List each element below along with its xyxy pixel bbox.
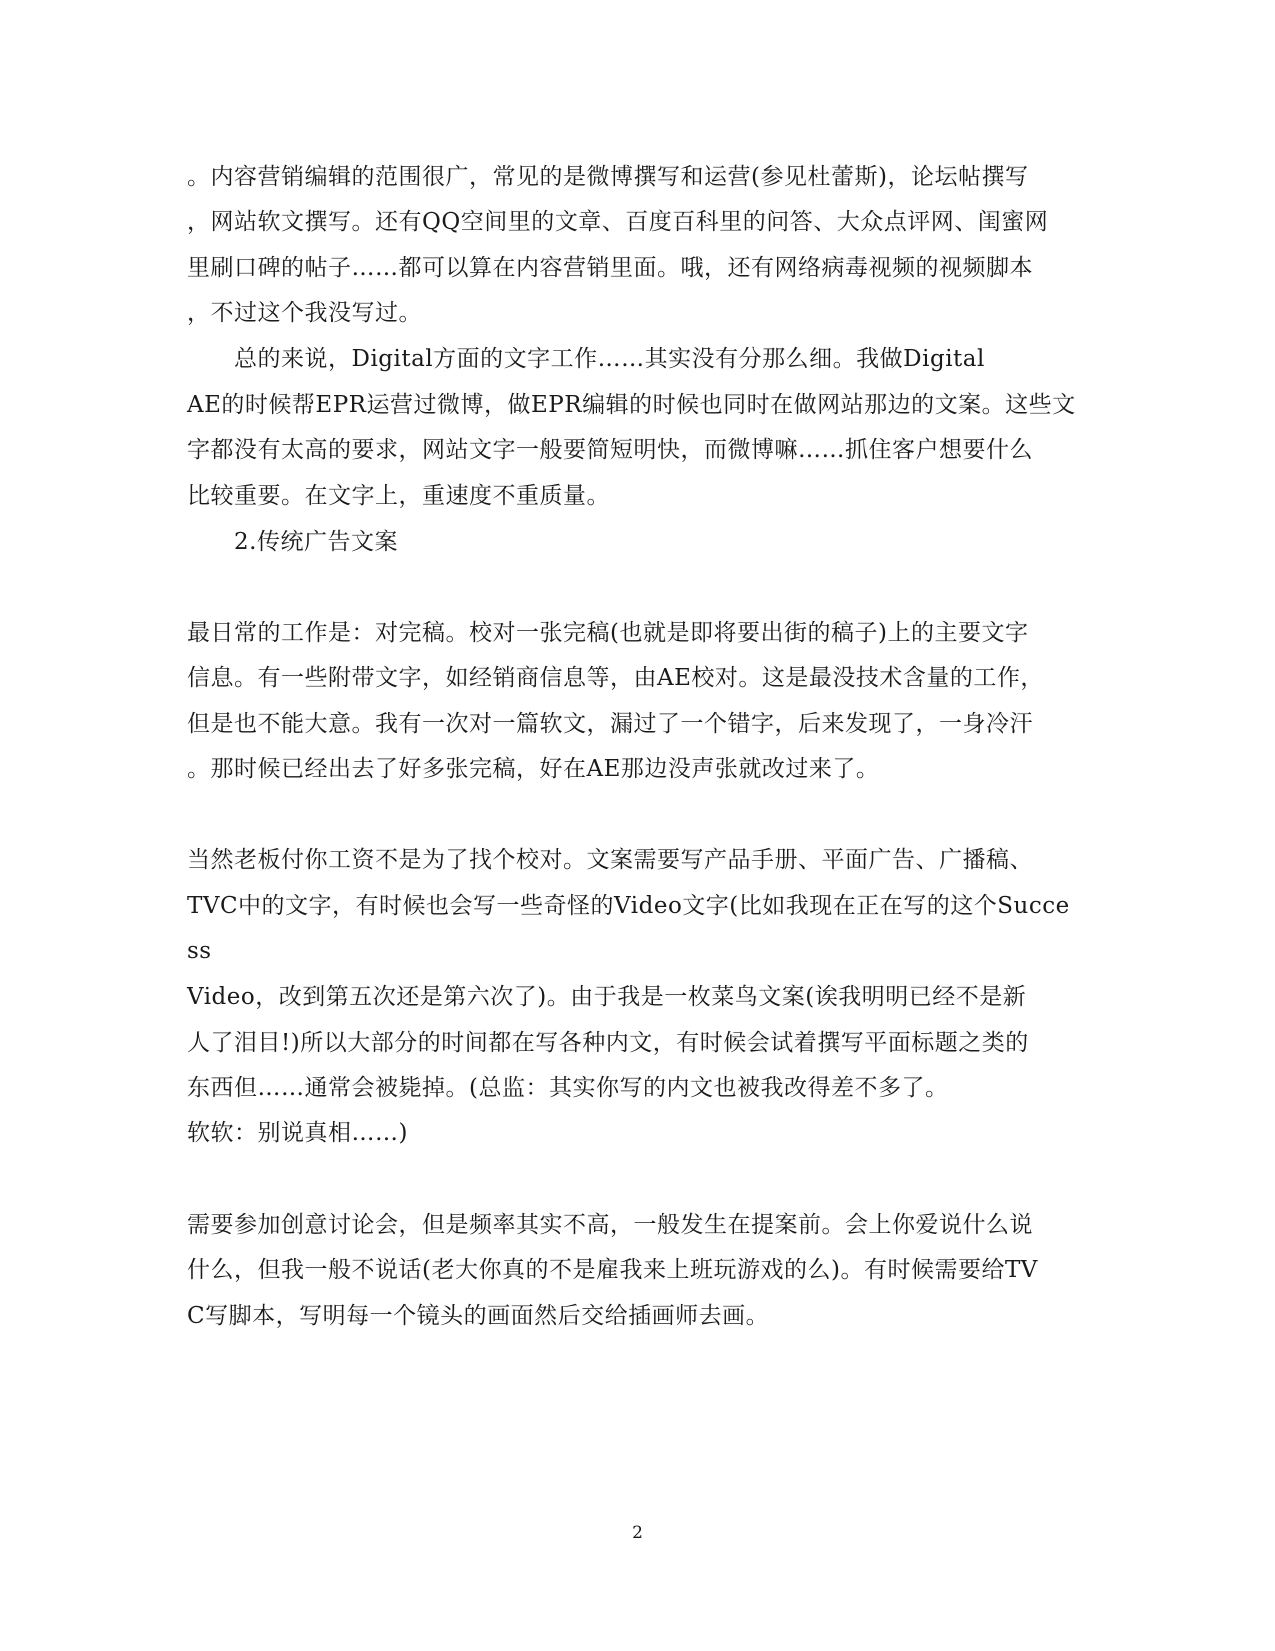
paragraph-line: 总的来说，Digital方面的文字工作……其实没有分那么细。我做Digital: [187, 346, 985, 372]
paragraph-line: 人了泪目!)所以大部分的时间都在写各种内文，有时候会试着撰写平面标题之类的: [187, 1030, 1029, 1056]
paragraph-line: ，不过这个我没写过。: [187, 300, 422, 326]
paragraph-line: 最日常的工作是：对完稿。校对一张完稿(也就是即将要出街的稿子)上的主要文字: [187, 620, 1029, 646]
paragraph-line: ，网站软文撰写。还有QQ空间里的文章、百度百科里的问答、大众点评网、闺蜜网: [187, 209, 1049, 235]
section-heading: 2.传统广告文案: [187, 529, 398, 555]
paragraph-line: 里刷口碑的帖子……都可以算在内容营销里面。哦，还有网络病毒视频的视频脚本: [187, 255, 1033, 281]
paragraph-line: 软软：别说真相……): [187, 1120, 408, 1146]
paragraph-line: 字都没有太高的要求，网站文字一般要简短明快，而微博嘛……抓住客户想要什么: [187, 437, 1033, 463]
paragraph-line: Video，改到第五次还是第六次了)。由于我是一枚菜鸟文案(诶我明明已经不是新: [187, 984, 1027, 1010]
paragraph-line: 什么，但我一般不说话(老大你真的不是雇我来上班玩游戏的么)。有时候需要给TV: [187, 1257, 1038, 1283]
paragraph-line: 但是也不能大意。我有一次对一篇软文，漏过了一个错字，后来发现了，一身冷汗: [187, 711, 1033, 737]
paragraph-line: 需要参加创意讨论会，但是频率其实不高，一般发生在提案前。会上你爱说什么说: [187, 1212, 1033, 1238]
paragraph-line: 当然老板付你工资不是为了找个校对。文案需要写产品手册、平面广告、广播稿、: [187, 847, 1033, 873]
paragraph-line: 比较重要。在文字上，重速度不重质量。: [187, 483, 610, 509]
paragraph-line: AE的时候帮EPR运营过微博，做EPR编辑的时候也同时在做网站那边的文案。这些文: [187, 392, 1076, 418]
paragraph-line: C写脚本，写明每一个镜头的画面然后交给插画师去画。: [187, 1303, 770, 1329]
paragraph-line: 信息。有一些附带文字，如经销商信息等，由AE校对。这是最没技术含量的工作，: [187, 665, 1044, 691]
paragraph-line: TVC中的文字，有时候也会写一些奇怪的Video文字(比如我现在正在写的这个Succe: [187, 893, 1070, 919]
page-number: 2: [632, 1523, 643, 1543]
paragraph-line: 东西但……通常会被毙掉。(总监：其实你写的内文也被我改得差不多了。: [187, 1075, 949, 1101]
paragraph-line: 。那时候已经出去了好多张完稿，好在AE那边没声张就改过来了。: [187, 756, 880, 782]
paragraph-line: ss: [187, 938, 212, 964]
paragraph-line: 。内容营销编辑的范围很广，常见的是微博撰写和运营(参见杜蕾斯)，论坛帖撰写: [187, 164, 1029, 190]
